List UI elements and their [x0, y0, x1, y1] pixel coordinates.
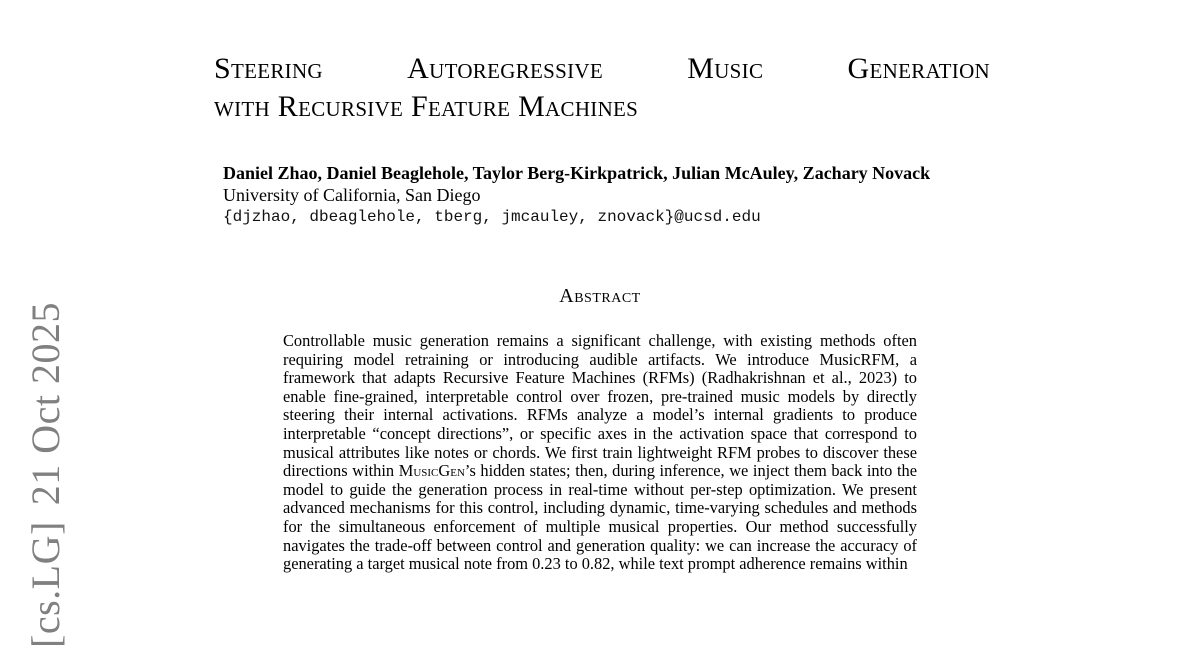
abstract-heading: Abstract: [559, 285, 641, 307]
abstract-part-2: ’s hidden states; then, during inference, we inject them back into the model to guide the generation process in real-time without per-step optimization. We present advanced mechanisms for this control, including dynamic, time-varying schedules and methods for the simultaneous enforcement of multiple musical properties. Our method successfully navigates the trade-off between control and generation quality: we can increase the accuracy of generating a target musical note from 0.23 to 0.82, while text prompt adherence remains within: [283, 461, 918, 574]
title-word: Generation: [847, 52, 990, 85]
paper-title: [214, 50, 990, 126]
arxiv-date: 21 Oct 2025: [23, 301, 68, 506]
abstract-part-1: Controllable music generation remains a significant challenge, with existing methods often requiring model retraining or introducing audible artifacts. We introduce MusicRFM, a framework that adapts Recursive Feature Machines (RFMs) (Radhakrishnan et al., 2023) to enable fine-grained, interpretable control over frozen, pre-trained music models by directly steering their internal activations. RFMs analyze a model’s internal gradients to produce interpretable “concept directions”, or specific axes in the activation space that correspond to musical attributes like notes or chords. We first train lightweight RFM probes to discover these directions within: [283, 331, 917, 481]
title-line-2: with Recursive Feature Machines: [214, 90, 639, 123]
title-word: Steering: [214, 52, 323, 85]
title-line-1: [214, 50, 990, 88]
abstract-text: [283, 332, 917, 574]
author-emails: {djzhao, dbeaglehole, tberg, jmcauley, znovack}@ucsd.edu: [223, 208, 761, 226]
author-list: Daniel Zhao, Daniel Beaglehole, Taylor Berg-Kirkpatrick, Julian McAuley, Zachary Novack: [223, 163, 931, 183]
model-name: MusicGen: [398, 461, 465, 481]
arxiv-stamp: [24, 302, 68, 648]
arxiv-category: [cs.LG]: [23, 521, 68, 648]
affiliation: University of California, San Diego: [223, 185, 481, 205]
title-word: Autoregressive: [407, 52, 603, 85]
title-word: Music: [687, 52, 764, 85]
